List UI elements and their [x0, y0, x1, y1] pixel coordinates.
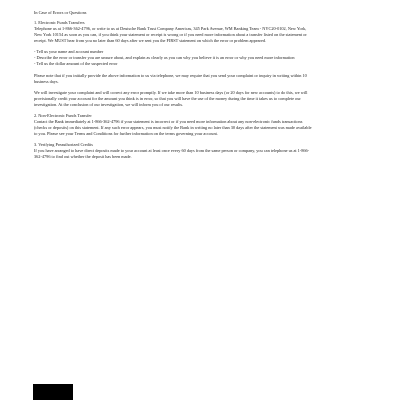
list-item: - Describe the error or transfer you are unsure about, and explain as clearly as you can why you believe it is an error or why you need more information [34, 55, 295, 60]
section-title: 2. Non-Electronic Funds Transfer [34, 113, 92, 118]
document-content [34, 10, 314, 165]
investigation-note: We will investigate your complaint and will correct any error promptly. If we take more than 10 business days (or 20 days for new accounts) to do this, we will provisionally credit your account for the amount you think is in error, so that you will have the use of the money during the time it takes us to complete our investigation. At the conclusion of our investigation, we will inform you of our results. [34, 90, 308, 107]
section-body: If you have arranged to have direct deposits made to your account at least once every 60 days from the same person or company, you can telephone us at 1-866-362-4796 to find out whether the deposit has been made. [34, 148, 310, 159]
list-item: - Tell us the dollar amount of the suspected error [34, 61, 118, 66]
requirements-list [34, 49, 314, 67]
document-heading: In Case of Errors or Questions [34, 10, 87, 15]
section-electronic-funds-transfers [34, 20, 314, 108]
section-title: 1. Electronic Funds Transfers [34, 20, 85, 25]
written-inquiry-note: Please note that if you initially provide the above information to us via telephone, we may require that you send your complaint or inquiry in writing within 10 business days. [34, 73, 307, 84]
section-body: Telephone us at 1-866-362-4796, or write to us at Deutsche Bank Trust Company Americas, 345 Park Avenue, WM Banking Team - NYC20-0102, New York, New York 10154 as soon as you can, if you think your statement or receipt is wrong or if you need more information about a transfer listed on the statement or receipt. We MUST hear from you no later than 60 days after we sent you the FIRST statement on which the error or problem appeared. [34, 26, 307, 43]
section-title: 3. Verifying Preauthorized Credits [34, 142, 93, 147]
section-non-electronic-funds-transfer [34, 113, 314, 137]
list-item: - Tell us your name and account number [34, 49, 104, 54]
section-verifying-preauthorized-credits [34, 142, 314, 160]
redaction-block [33, 384, 73, 400]
section-body: Contact the Bank immediately at 1-866-362-4796 if your statement is incorrect or if you need more information about any non-electronic funds transactions (checks or deposits) on this statement. If any such error appears, you must notify the Bank in writing no later than 30 days after the statement was made available to you. Please see your Terms and Conditions for further information on the terms governing your account. [34, 119, 312, 136]
